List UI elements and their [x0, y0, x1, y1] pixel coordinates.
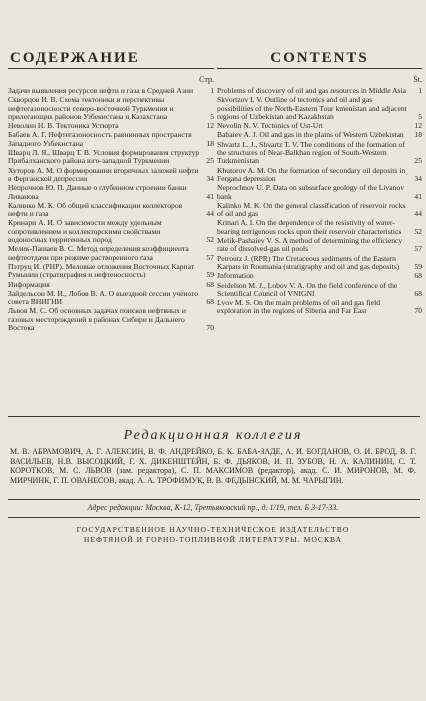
- toc-entry-title: Neprochnov U. P. Data on subsurface geology of the Livanov bank: [217, 183, 405, 201]
- toc-entry-page: 1: [418, 86, 422, 95]
- toc-entry: [8, 167, 214, 184]
- toc-entry-title: Кринари А. И. О зависимости между удельным сопротивлением и коллекторскими свойствами водоносных терригенных пород: [8, 218, 162, 245]
- publisher-block: [10, 525, 416, 544]
- toc-entry-title: Jnformation: [217, 271, 254, 281]
- toc-entry-page: 18: [414, 130, 422, 140]
- toc-entry-title: Lvov M. S. On the main problems of oil and gas field exploration in the regions of Siberia and Far East: [217, 298, 381, 316]
- divider: [8, 517, 420, 518]
- toc-entry: [217, 184, 422, 201]
- toc-entry-title: Shvartz L. J., Shvartz T. V. The conditions of the formation of the structures of Near-Balkhan region of South-Western Turkmenistan: [217, 139, 405, 166]
- toc-entry-page: 68: [206, 279, 214, 289]
- toc-entry-title: Непрочнов Ю. П. Данные о глубинном строении банки Ливанова: [8, 183, 187, 201]
- toc-list-ru: [8, 87, 214, 332]
- toc-entry-title: Хуторов А. М. О формировании вторичных залежей нефти в Ферганской депрессии: [8, 165, 199, 183]
- editorial-board-title: Редакционная коллегия: [123, 428, 303, 443]
- divider: [8, 416, 420, 417]
- toc-entry-title: Бабаев А. Г. Нефтегазоносность равнинных пространств Западного Узбекистана: [8, 130, 192, 148]
- toc-entry-page: 25: [414, 156, 422, 166]
- toc-entry: [8, 263, 214, 280]
- toc-entry-title: Khutorov A. M. On the formation of secondary oil deposits in Fergana depression: [217, 165, 406, 183]
- toc-entry: [217, 299, 422, 316]
- toc-entry-page: 18: [206, 138, 214, 148]
- publisher-line: НЕФТЯНОЙ И ГОРНО-ТОПЛИВНОЙ ЛИТЕРАТУРЫ. МОСКВА: [83, 534, 343, 544]
- toc-entry: [8, 149, 214, 166]
- toc-entry-title: Скворцов И. В. Схема тектоники и перспективы нефтегазоносности северо-восточной Туркмении и прилегающих районов Узбекистана и Казахстана: [8, 95, 174, 121]
- toc-entry-page: 57: [206, 252, 214, 262]
- toc-entry-page: 59: [414, 261, 422, 271]
- toc-entry: [8, 87, 214, 95]
- toc-entry-page: 52: [414, 226, 422, 236]
- toc-entry: [217, 219, 422, 236]
- toc-entry-page: 25: [206, 156, 214, 166]
- toc-entry-page: 68: [414, 271, 422, 281]
- toc-entry: [217, 237, 422, 254]
- toc-entry-title: Мелик-Пашаев В. С. Метод определения коэффициента нефтеотдачи при режиме растворенного газа: [8, 244, 189, 262]
- toc-entry-page: 41: [414, 191, 422, 201]
- toc-entry-title: Зайдельсон М. И., Лобов В. А. О выездной сессии ученого совета ВНИГНИ: [8, 288, 199, 307]
- toc-entry-page: 68: [414, 288, 422, 298]
- toc-entry: [217, 167, 422, 184]
- toc-entry-page: 59: [206, 270, 214, 280]
- contents-heading-ru: СОДЕРЖАНИЕ: [8, 50, 214, 69]
- toc-entry: [8, 290, 214, 307]
- toc-entry-page: 57: [414, 244, 422, 254]
- toc-entry-page: 5: [210, 111, 214, 121]
- toc-entry: [217, 131, 422, 139]
- toc-entry: [217, 141, 422, 166]
- toc-entry: [8, 184, 214, 201]
- toc-entry-title: Petroutz J. (RPR) The Cretaceous sediments of the Eastern Karpats in Roumania (stratigraphy and oil and gas deposits): [217, 253, 400, 271]
- toc-entry-page: 44: [414, 209, 422, 219]
- page-column-label-ru: Стр.: [199, 75, 214, 84]
- toc-entry-title: Babaiev A. J. Oil and gas in the plains of Western Uzbekistan: [217, 130, 404, 140]
- toc-entry-title: Krinari A. I. On the dependence of the resistivity of water-bearing terrigenous rocks upon their reservoir characteristics: [217, 218, 402, 236]
- toc-entry: [8, 281, 214, 289]
- editorial-board-members: М. В. АБРАМОВИЧ, А. Г. АЛЕКСИН, В. Ф. АНДРЕЙКО, Б. К. БАБА-ЗАДЕ, А. И. БОГДАНОВ, О. И. БРОД, В. Г. ВАСИЛЬЕВ, Н.В. ВЫСОЦКИЙ, Г. Х. ДИКЕНШТЕЙН, Б. Ф. ДЬЯКОВ, И. П. ЗУБОВ, Н. А. КАЛИНИН, С. Т. КОРОТКОВ, М. С. ЛЬВОВ (зам. редактора), С. П. МАКСИМОВ (редактор), акад. С. И. МИРОНОВ, М. Ф. МИРЧИНК, Г. П. ОВАНЕСОВ, акад. А. А. ТРОФИМУК, В. В. ФЕДЫНСКИЙ, М. М. ЧАРЫГИН.: [10, 447, 416, 485]
- toc-entry-page: 68: [206, 297, 214, 307]
- toc-entry-title: Информация: [8, 279, 50, 289]
- toc-entry-title: Nevolin N. V. Tectonics of Ust-Urt: [217, 121, 323, 131]
- toc-entry: [8, 219, 214, 244]
- toc-entry-page: 44: [206, 209, 214, 219]
- toc-entry: [217, 282, 422, 299]
- toc-entry: [217, 96, 422, 121]
- contents-heading-en: CONTENTS: [217, 50, 422, 69]
- toc-entry: [8, 202, 214, 219]
- divider: [8, 499, 420, 500]
- toc-entry-page: 5: [418, 111, 422, 121]
- toc-entry: [217, 272, 422, 280]
- toc-entry-page: 34: [206, 173, 214, 183]
- toc-entry-title: Melik-Pashaiev V. S. A method of determining the efficiency rate of dissolved-gas oil pools: [217, 236, 403, 254]
- toc-entry: [217, 122, 422, 130]
- toc-entry-title: Шварц Л. Я., Шварц Т. В. Условия формирования структур Прибалханского района юго-западной Туркмении: [8, 148, 200, 166]
- toc-entry: [8, 307, 214, 332]
- toc-entry: [8, 131, 214, 148]
- page-column-label-en: St.: [413, 75, 422, 84]
- toc-entry: [8, 122, 214, 130]
- toc-entry: [217, 255, 422, 272]
- toc-entry-title: Львов М. С. Об основных задачах поисков нефтяных и газовых месторождений в районах Сибири и Дальнего Востока: [8, 306, 186, 333]
- toc-list-en: [217, 87, 422, 316]
- toc-entry-page: 12: [206, 121, 214, 131]
- toc-entry-page: 34: [414, 173, 422, 183]
- toc-entry-title: Skvortzov I. V. Outline of tectonics and oil and gas possibilities of the North-Eastern Tour kmenistan and adjacent regions of Uzbekistan and Kazakhstan: [217, 95, 407, 121]
- toc-entry-page: 52: [206, 235, 214, 245]
- toc-entry: [217, 87, 422, 95]
- toc-entry-title: Kalinko M. K. On the general classification of reservoir rocks of oil and gas: [217, 200, 406, 219]
- editorial-address: Адрес редакции: Москва, К-12, Третьяковский пр., д. 1/19, тел. Б 3-17-33.: [87, 503, 339, 512]
- toc-entry-page: 12: [414, 121, 422, 131]
- toc-entry: [217, 202, 422, 219]
- toc-entry-page: 41: [206, 191, 214, 201]
- toc-entry: [8, 96, 214, 121]
- contents-english: [217, 50, 422, 317]
- toc-entry: [8, 245, 214, 262]
- publisher-line: ГОСУДАРСТВЕННОЕ НАУЧНО-ТЕХНИЧЕСКОЕ ИЗДАТЕЛЬСТВО: [76, 525, 350, 534]
- toc-entry-page: 70: [414, 306, 422, 316]
- toc-entry-title: Пэтруц И. (РНР). Меловые отложения Восточных Карпат Румынии (стратиграфия и нефтеносность): [8, 261, 195, 280]
- toc-entry-page: 1: [210, 86, 214, 95]
- toc-entry-title: Калинко М. К. Об общей классификации коллекторов нефти и газа: [8, 200, 183, 219]
- contents-russian: [8, 50, 214, 333]
- toc-entry-page: 70: [206, 323, 214, 333]
- toc-entry-title: Неволин Н. В. Тектоника Устюрта: [8, 121, 119, 131]
- toc-entry-title: Problems of discovery of oil and gas resources in Middle Asia: [217, 86, 406, 95]
- toc-entry-title: Seidelson M. J., Lobov V. A. On the field conference of the Scientifical Council of VNIGNI: [217, 280, 398, 298]
- toc-entry-title: Задачи выявления ресурсов нефти и газа в Средней Азии: [8, 86, 194, 95]
